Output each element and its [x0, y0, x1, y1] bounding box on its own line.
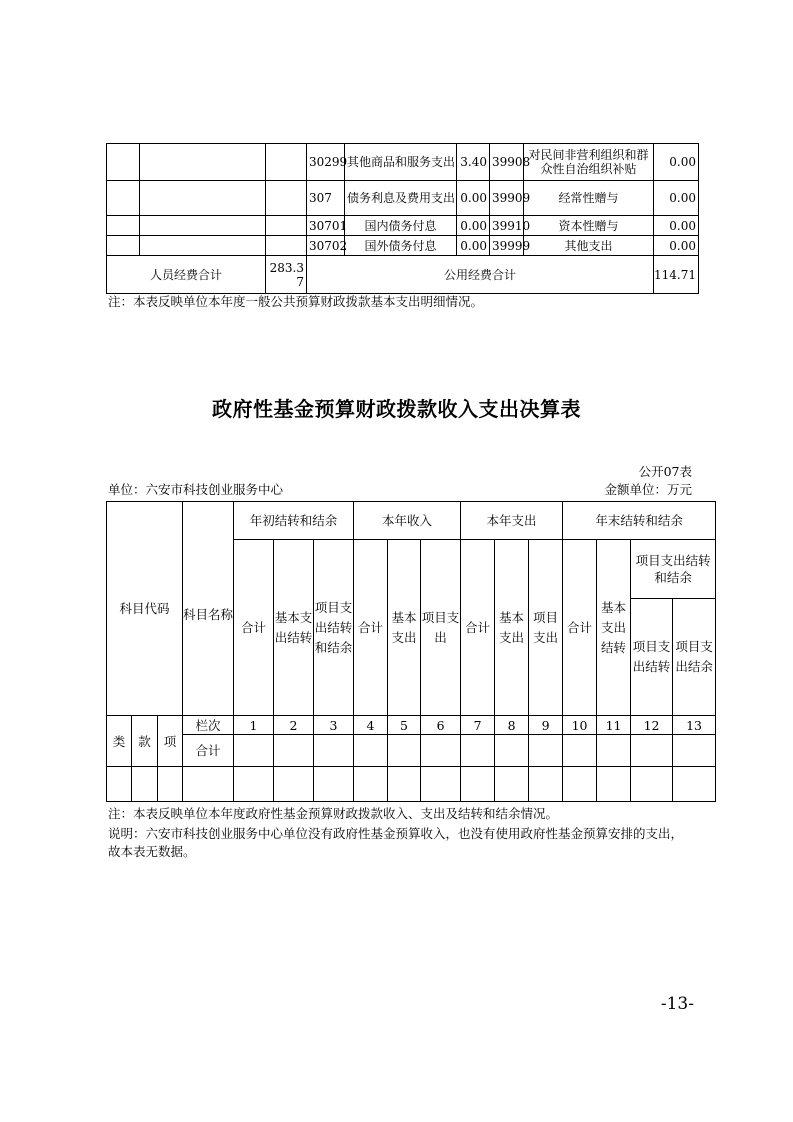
header-project-carry: 项目支出结转: [631, 599, 673, 716]
column-number: 3: [314, 716, 354, 735]
table-row: [107, 236, 699, 256]
header-item: 项: [158, 716, 183, 767]
column-index-row: [107, 716, 716, 735]
column-number: 13: [673, 716, 716, 735]
code-cell: 30702: [307, 236, 345, 256]
header-project-surplus: 项目支出结余: [673, 599, 716, 716]
amount-cell: 0.00: [457, 236, 490, 256]
header-project: 项目支出: [421, 540, 461, 716]
code-cell: 39910: [490, 216, 524, 236]
table-row: [107, 144, 699, 181]
bottom-note: 注：本表反映单位本年度政府性基金预算财政拨款收入、支出及结转和结余情况。: [108, 806, 559, 821]
item-name-cell: 经常性赠与: [524, 181, 654, 216]
header-total: 合计: [354, 540, 388, 716]
unit-label: 单位：六安市科技创业服务中心: [108, 482, 284, 497]
table-row: [107, 181, 699, 216]
amount-cell: 0.00: [654, 144, 699, 181]
header-basic-carry: 基本支出结转: [274, 540, 314, 716]
header-basic: 基本支出: [495, 540, 529, 716]
item-name-cell: 国外债务付息: [345, 236, 457, 256]
amount-unit-label: 金额单位：万元: [604, 482, 692, 497]
header-subject-code: 科目代码: [107, 502, 183, 716]
table-number: 公开07表: [638, 464, 692, 479]
item-name-cell: 资本性赠与: [524, 216, 654, 236]
table-row: [107, 216, 699, 236]
item-name-cell: 对民间非营利组织和群众性自治组织补贴: [524, 144, 654, 181]
expenditure-detail-table: [106, 143, 699, 294]
table-row: [107, 767, 716, 802]
item-name-cell: 国内债务付息: [345, 216, 457, 236]
item-name-cell: 其他支出: [524, 236, 654, 256]
header-subject-name: 科目名称: [183, 502, 234, 716]
explanation-note: 说明：六安市科技创业服务中心单位没有政府性基金预算收入，也没有使用政府性基金预算安排的支出，故本表无数据。: [108, 826, 684, 859]
column-number: 1: [234, 716, 274, 735]
header-year-income: 本年收入: [354, 502, 461, 540]
column-number: 7: [461, 716, 495, 735]
header-total: 合计: [234, 540, 274, 716]
item-name-cell: 其他商品和服务支出: [345, 144, 457, 181]
column-number: 11: [597, 716, 631, 735]
page-title: 政府性基金预算财政拨款收入支出决算表: [212, 397, 581, 421]
item-name-cell: 债务利息及费用支出: [345, 181, 457, 216]
header-class: 类: [107, 716, 132, 767]
header-project: 项目支出: [529, 540, 563, 716]
top-table-note: 注：本表反映单位本年度一般公共预算财政拨款基本支出明细情况。: [108, 294, 484, 309]
header-section: 款: [132, 716, 158, 767]
total-row: [107, 735, 716, 767]
code-cell: 307: [307, 181, 345, 216]
header-project-carry-surplus-end: 项目支出结转和结余: [631, 540, 716, 599]
code-cell: 39999: [490, 236, 524, 256]
amount-cell: 0.00: [654, 216, 699, 236]
code-cell: 39909: [490, 181, 524, 216]
column-number: 5: [388, 716, 421, 735]
amount-cell: 0.00: [654, 181, 699, 216]
column-number: 4: [354, 716, 388, 735]
personnel-total-label: 人员经费合计: [107, 256, 266, 294]
column-number: 8: [495, 716, 529, 735]
amount-cell: 0.00: [457, 216, 490, 236]
code-cell: 30701: [307, 216, 345, 236]
personnel-total-value: 283.37: [266, 256, 307, 294]
column-number: 2: [274, 716, 314, 735]
code-cell: 30299: [307, 144, 345, 181]
total-label: 合计: [183, 735, 234, 767]
column-number: 12: [631, 716, 673, 735]
column-number: 10: [563, 716, 597, 735]
header-year-expense: 本年支出: [461, 502, 563, 540]
amount-cell: 3.40: [457, 144, 490, 181]
public-total-value: 114.71: [654, 256, 699, 294]
table-row-totals: [107, 256, 699, 294]
page-number: -13-: [660, 994, 694, 1014]
column-number: 6: [421, 716, 461, 735]
header-total: 合计: [461, 540, 495, 716]
amount-cell: 0.00: [654, 236, 699, 256]
code-cell: 39908: [490, 144, 524, 181]
public-total-label: 公用经费合计: [307, 256, 654, 294]
header-begin-balance: 年初结转和结余: [234, 502, 354, 540]
column-number: 9: [529, 716, 563, 735]
header-basic: 基本支出: [388, 540, 421, 716]
fund-budget-table: [106, 501, 716, 802]
header-end-balance: 年末结转和结余: [563, 502, 716, 540]
amount-cell: 0.00: [457, 181, 490, 216]
column-index-label: 栏次: [183, 716, 234, 735]
header-basic-carry: 基本支出结转: [597, 540, 631, 716]
header-total: 合计: [563, 540, 597, 716]
header-project-carry-surplus: 项目支出结转和结余: [314, 540, 354, 716]
